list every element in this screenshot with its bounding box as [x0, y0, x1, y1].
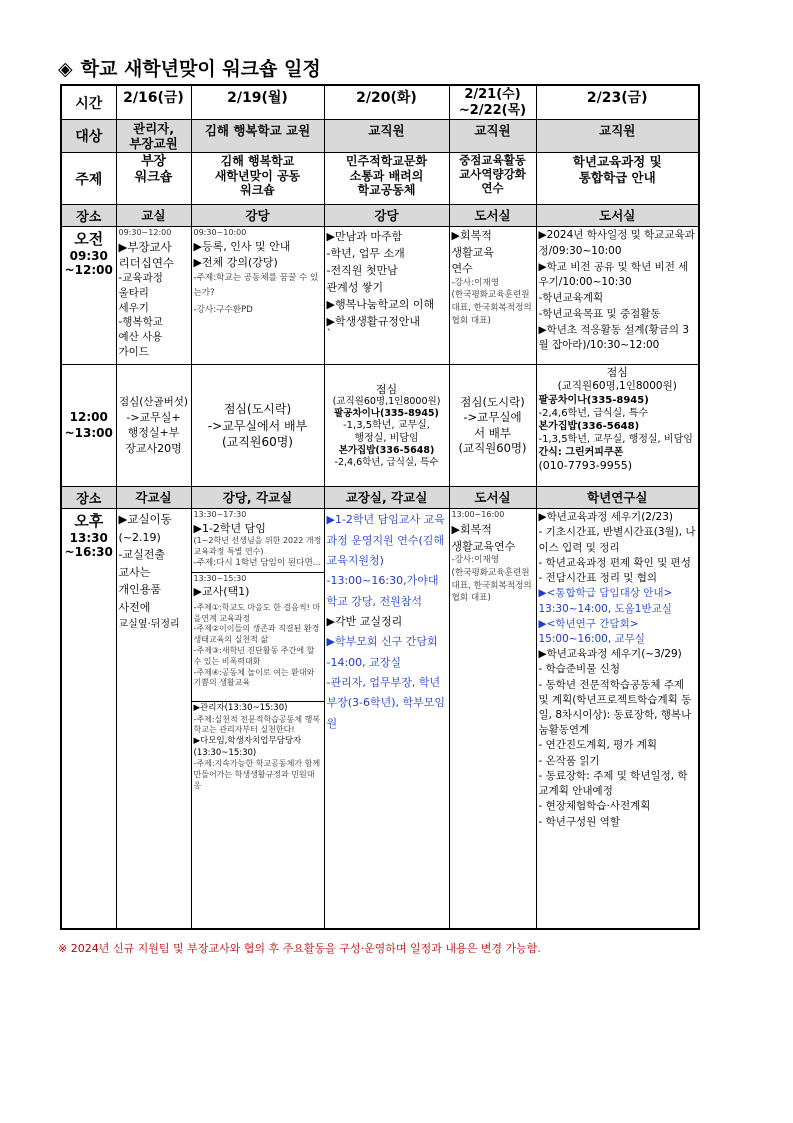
- topic-5: 학년교육과정 및 통합학급 안내: [536, 153, 699, 205]
- place1-4: 도서실: [449, 205, 536, 227]
- diamond-icon: ◈: [58, 58, 73, 80]
- place-row-1: [61, 205, 699, 227]
- lunch-1: 점심(산골버섯) ->교무실+ 행정실+부 장교사20명: [116, 365, 191, 487]
- topic-3: 민주적학교문화 소통과 배려의 학교공동체: [324, 153, 449, 205]
- afternoon-4: 13:00~16:00 ▶회복적 생활교육연수 -강사:이재영 (한국평화교육훈련원 대표, 한국회복적정의협회 대표): [449, 509, 536, 929]
- page-title: [58, 54, 321, 81]
- place2-5: 학년연구실: [536, 487, 699, 509]
- afternoon-2: 13:30~17:30 ▶1-2학년 담임 (1~2학년 선생님을 위한 2022 개정교육과정 특별 연수) -주제:다시 1학년 담임이 된다면... 13:30~15:30 ▶교사(택1) -주제①:학교도 마을도 한 걸음씩! 마을연계 교육과정 -주제②이이들의 생존과 직결된 환경생태교육의 실천적 삶 -주제③:새학년 진단활동 주간에 할 수 있는 비폭력대화 -주제④:공동체 놀이로 여는 환대와 기쁨의 생활교육 ▶관리자(13:30~15:30) -주제:실천적 전문적학습공동체 행복학교는 관리자부터 실천한다! ▶다모임,학생자치업무담당자(13:30~15:30) -주제:지속가능한 학교공동체가 함께 만들어가는 학생생활규정과 민원대응: [191, 509, 324, 929]
- date-header-5: 2/23(금): [536, 85, 699, 120]
- date-header-2: 2/19(월): [191, 85, 324, 120]
- topic-label: 주제: [61, 153, 116, 205]
- morning-5: ▶2024년 학사일정 및 학교교육과정/09:30~10:00 ▶학교 비전 공유 및 학년 비전 세우기/10:00~10:30 -학년교육계획 -학년교육목표 및 중점활동 ▶학년초 적응활동 설계(황금의 3월 잡아라)/10:30~12:00: [536, 227, 699, 365]
- page-title-text: 학교 새학년맞이 워크숍 일정: [80, 58, 321, 80]
- afternoon-3: ▶1-2학년 담임교사 교육과정 운영지원 연수(김해교육지원청) -13:00~16:30,가야대학교 강당, 전원참석 ▶각반 교실정리 ▶학부모회 신구 간담회 -14:00, 교장실 -관리자, 업무부장, 학년부장(3-6학년), 학부모임원: [324, 509, 449, 929]
- morning-3: ▶만남과 마주함 -학년, 업무 소개 -전직원 첫만남 관계성 쌓기 ▶행복나눔학교의 이해 ▶학생생활규정안내 `: [324, 227, 449, 365]
- morning-2: 09:30~10:00 ▶등록, 인사 및 안내 ▶전체 강의(강당) -주제:학교는 공동체를 꿈꿀 수 있는가? -강사:구수환PD: [191, 227, 324, 365]
- morning-1: 09:30~12:00 ▶부장교사 리더십연수 -교육과정 울타리 세우기 -행복학교 예산 사용 가이드: [116, 227, 191, 365]
- place1-5: 도서실: [536, 205, 699, 227]
- place-row-2: [61, 487, 699, 509]
- header-row: [61, 85, 699, 120]
- afternoon-1: ▶교실이동 (~2.19) -교실전출 교사는 개인용품 사전에 교실옆·뒤정리: [116, 509, 191, 929]
- admin-session-block: ▶관리자(13:30~15:30) -주제:실천적 전문적학습공동체 행복학교는 관리자부터 실천한다! ▶다모임,학생자치업무담당자(13:30~15:30) -주제:지속가능한 학교공동체가 함께 만들어가는 학생생활규정과 민원대응: [192, 701, 324, 791]
- lunch-4: 점심(도시락) ->교무실에 서 배부 (교직원60명): [449, 365, 536, 487]
- afternoon-label: 오후 13:30 ~16:30: [61, 509, 116, 929]
- target-3: 교직원: [324, 120, 449, 153]
- date-header-1: 2/16(금): [116, 85, 191, 120]
- place2-3: 교장실, 각교실: [324, 487, 449, 509]
- target-row: [61, 120, 699, 153]
- target-5: 교직원: [536, 120, 699, 153]
- topic-2: 김해 행복학교 새학년맞이 공동 워크숍: [191, 153, 324, 205]
- lunch-row: [61, 365, 699, 487]
- place2-4: 도서실: [449, 487, 536, 509]
- morning-4: ▶회복적 생활교육 연수 -강사:이재영 (한국평화교육훈련원 대표, 한국회복적정의협회 대표): [449, 227, 536, 365]
- date-header-3: 2/20(화): [324, 85, 449, 120]
- topic-4: 중점교육활동 교사역량강화 연수: [449, 153, 536, 205]
- footnote: ※ 2024년 신규 지원팀 및 부장교사와 협의 후 주요활동을 구성·운영하며 일정과 내용은 변경 가능함.: [58, 942, 541, 955]
- lunch-5: 점심 (교직원60명,1인8000원) 팔공차이나(335-8945) -2,4,6학년, 급식실, 특수 본가집밥(336-5648) -1,3,5학년, 교무실, 행정실, 비담임 간식: 그린커피쿠폰 (010-7793-9955): [536, 365, 699, 487]
- place1-3: 강당: [324, 205, 449, 227]
- schedule-table: [60, 84, 700, 930]
- target-1: 관리자, 부장교원: [116, 120, 191, 153]
- morning-row: [61, 227, 699, 365]
- lunch-2: 점심(도시락) ->교무실에서 배부 (교직원60명): [191, 365, 324, 487]
- target-4: 교직원: [449, 120, 536, 153]
- afternoon-5: ▶학년교육과정 세우기(2/23) - 기초시간표, 반별시간표(3월), 나이스 입력 및 정리 - 학년교육과정 편제 확인 및 편성 - 전담시간표 정리 및 협의 ▶<통합학급 담임대상 안내> 13:30~14:00, 도움1반교실 ▶<학년연구 간담회> 15:00~16:00, 교무실 ▶학년교육과정 세우기(~3/29) - 학습준비물 신청 - 동학년 전문적학습공동체 주제 및 계획(학년프로젝트학습계획 동일, 8차시이상): 동료장학, 행복나눔활동연계 - 연간진도계획, 평가 계획 - 온작품 읽기 - 동료장학: 주제 및 학년일정, 학교계획 안내예정 - 현장체험학습·사전계획 - 학년구성원 역할: [536, 509, 699, 929]
- place2-1: 각교실: [116, 487, 191, 509]
- time-header: 시간: [61, 85, 116, 120]
- place2-2: 강당, 각교실: [191, 487, 324, 509]
- afternoon-row: [61, 509, 699, 929]
- morning-label: 오전 09:30 ~12:00: [61, 227, 116, 365]
- place1-2: 강당: [191, 205, 324, 227]
- lunch-3: 점심 (교직원60명,1인8000원) 팔공차이나(335-8945) -1,3,5학년, 교무실, 행정실, 비담임 본가집밥(336-5648) -2,4,6학년, 급식실, 특수: [324, 365, 449, 487]
- place-label-2: 장소: [61, 487, 116, 509]
- target-label: 대상: [61, 120, 116, 153]
- place1-1: 교실: [116, 205, 191, 227]
- date-header-4: 2/21(수) ~2/22(목): [449, 85, 536, 120]
- topic-1: 부장 워크숍: [116, 153, 191, 205]
- topic-row: [61, 153, 699, 205]
- target-2: 김해 행복학교 교원: [191, 120, 324, 153]
- teacher-session-block: 13:30~15:30 ▶교사(택1) -주제①:학교도 마을도 한 걸음씩! 마을연계 교육과정 -주제②이이들의 생존과 직결된 환경생태교육의 실천적 삶 -주제③:새학년 진단활동 주간에 할 수 있는 비폭력대화 -주제④:공동체 놀이로 여는 환대와 기쁨의 생활교육: [192, 572, 324, 690]
- lunch-label: 12:00 ~13:00: [61, 365, 116, 487]
- place-label-1: 장소: [61, 205, 116, 227]
